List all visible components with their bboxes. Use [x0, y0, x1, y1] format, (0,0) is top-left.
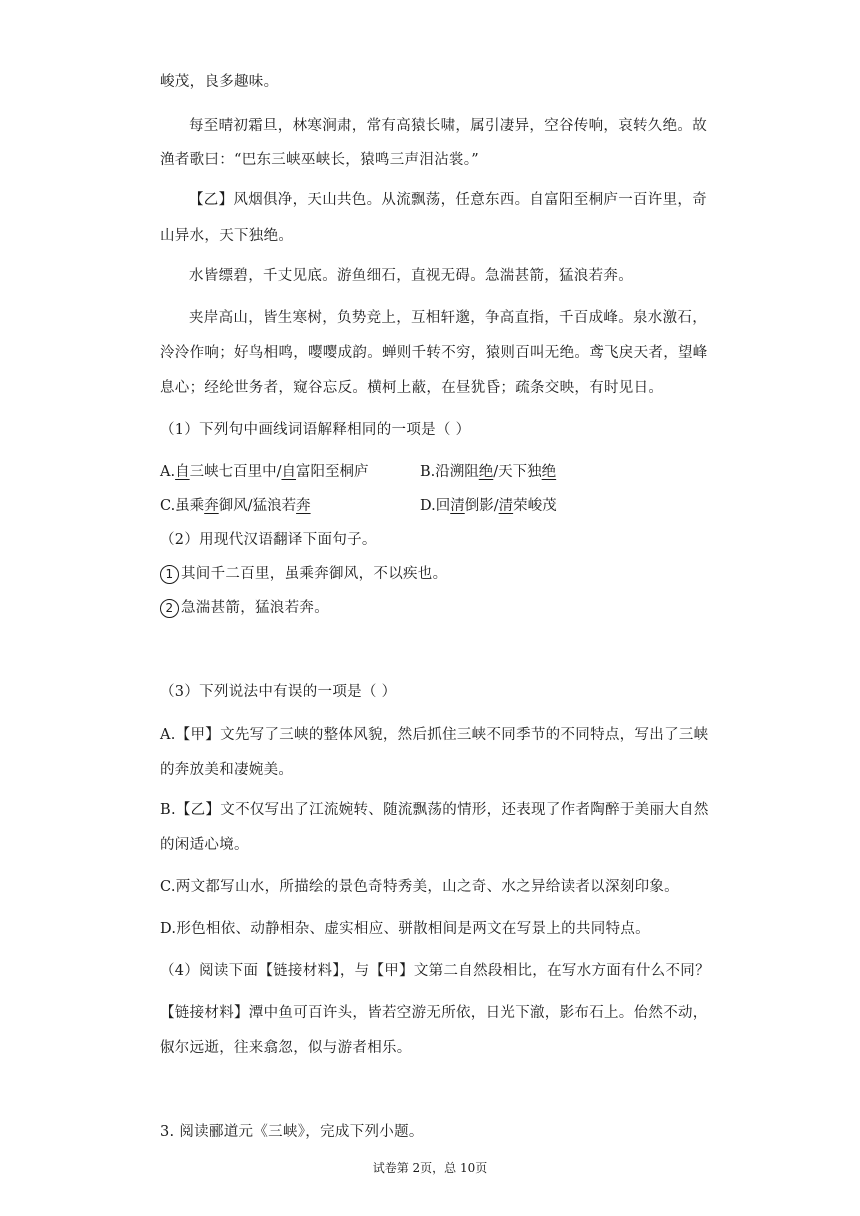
- option-text: 倒影/: [464, 498, 499, 514]
- question-3-option-c[interactable]: C.两文都写山水，所描绘的景色奇特秀美，山之奇、水之异给读者以深刻印象。: [160, 879, 679, 895]
- question-1-option-a[interactable]: [160, 462, 368, 482]
- question-2-stem: （2）用现代汉语翻译下面句子。: [160, 532, 377, 548]
- passage-jia-paragraph-line: 每至晴初霜旦，林寒涧肃，常有高猿长啸，属引凄异，空谷传响，哀转久绝。故: [189, 118, 707, 134]
- passage-yi-paragraph-line: 泠泠作响；好鸟相鸣，嘤嘤成韵。蝉则千转不穷，猿则百叫无绝。鸢飞戾天者，望峰: [160, 345, 708, 361]
- question-1-option-c[interactable]: [160, 496, 311, 516]
- page-footer: 试卷第 2页，总 10页: [372, 1161, 488, 1175]
- underlined-word: 绝: [541, 464, 557, 480]
- question-4-stem: （4）阅读下面【链接材料】，与【甲】文第二自然段相比，在写水方面有什么不同？: [160, 963, 710, 979]
- passage-yi-paragraph-line: 息心；经纶世务者，窥谷忘反。横柯上蔽，在昼犹昏；疏条交映，有时见日。: [160, 380, 664, 396]
- underlined-word: 清: [450, 498, 465, 514]
- question-1-option-d[interactable]: [420, 496, 557, 516]
- question-2-item-1: [160, 564, 720, 584]
- question-3-option-b-cont: 的闲适心境。: [160, 837, 249, 853]
- passage-yi-paragraph-line: 【乙】风烟俱净，天山共色。从流飘荡，任意东西。自富阳至桐庐一百许里，奇: [189, 192, 707, 208]
- option-text: 富阳至桐庐: [295, 464, 369, 480]
- question-3-stem: （3）下列说法中有误的一项是（ ）: [160, 684, 397, 700]
- question-1-stem: （1）下列句中画线词语解释相同的一项是（ ）: [160, 422, 471, 438]
- passage-jia-tail: 峻茂，良多趣味。: [160, 74, 279, 90]
- underlined-word: 自: [175, 464, 190, 480]
- linked-material-line: 俶尔远逝，往来翕忽，似与游者相乐。: [160, 1040, 412, 1056]
- circled-number: 1: [160, 565, 179, 584]
- option-text: 荣峻茂: [513, 498, 557, 514]
- underlined-word: 绝: [478, 464, 494, 480]
- underlined-word: 自: [281, 464, 296, 480]
- linked-material-line: 【链接材料】潭中鱼可百许头，皆若空游无所依，日光下澈，影布石上。佁然不动，: [160, 1005, 708, 1021]
- question-1-option-b[interactable]: [420, 462, 556, 482]
- underlined-word: 奔: [204, 498, 219, 514]
- underlined-word: 奔: [296, 498, 311, 514]
- option-text: 御风/猛浪若: [218, 498, 297, 514]
- underlined-word: 清: [498, 498, 514, 514]
- option-text: C.虽乘: [160, 498, 205, 514]
- question-3-option-a[interactable]: A.【甲】文先写了三峡的整体风貌，然后抓住三峡不同季节的不同特点，写出了三峡: [160, 727, 709, 743]
- circled-number: 2: [160, 599, 179, 618]
- option-text: /天下独: [493, 464, 542, 480]
- option-text: D.回: [420, 498, 451, 514]
- item-text: 其间千二百里，虽乘奔御风，不以疾也。: [181, 566, 448, 582]
- next-question-heading: 3. 阅读郦道元《三峡》，完成下列小题。: [160, 1124, 424, 1140]
- item-text: 急湍甚箭，猛浪若奔。: [181, 600, 329, 616]
- option-text: B.沿溯阻: [420, 464, 479, 480]
- passage-jia-paragraph-line: 渔者歌曰：“巴东三峡巫峡长，猿鸣三声泪沾裳。”: [160, 152, 479, 168]
- question-3-option-d[interactable]: D.形色相依、动静相杂、虚实相应、骈散相间是两文在写景上的共同特点。: [160, 921, 650, 937]
- question-2-item-2: [160, 598, 720, 618]
- question-3-option-a-cont: 的奔放美和凄婉美。: [160, 762, 294, 778]
- option-text: 三峡七百里中/: [189, 464, 282, 480]
- passage-yi-paragraph-line: 山异水，天下独绝。: [160, 228, 294, 244]
- option-text: A.: [160, 464, 176, 480]
- question-3-option-b[interactable]: B.【乙】文不仅写出了江流婉转、随流飘荡的情形，还表现了作者陶醉于美丽大自然: [160, 802, 709, 818]
- passage-yi-paragraph-line: 夹岸高山，皆生寒树，负势竞上，互相轩邈，争高直指，千百成峰。泉水激石，: [189, 310, 707, 326]
- passage-yi-paragraph-line: 水皆缥碧，千丈见底。游鱼细石，直视无碍。急湍甚箭，猛浪若奔。: [189, 268, 633, 284]
